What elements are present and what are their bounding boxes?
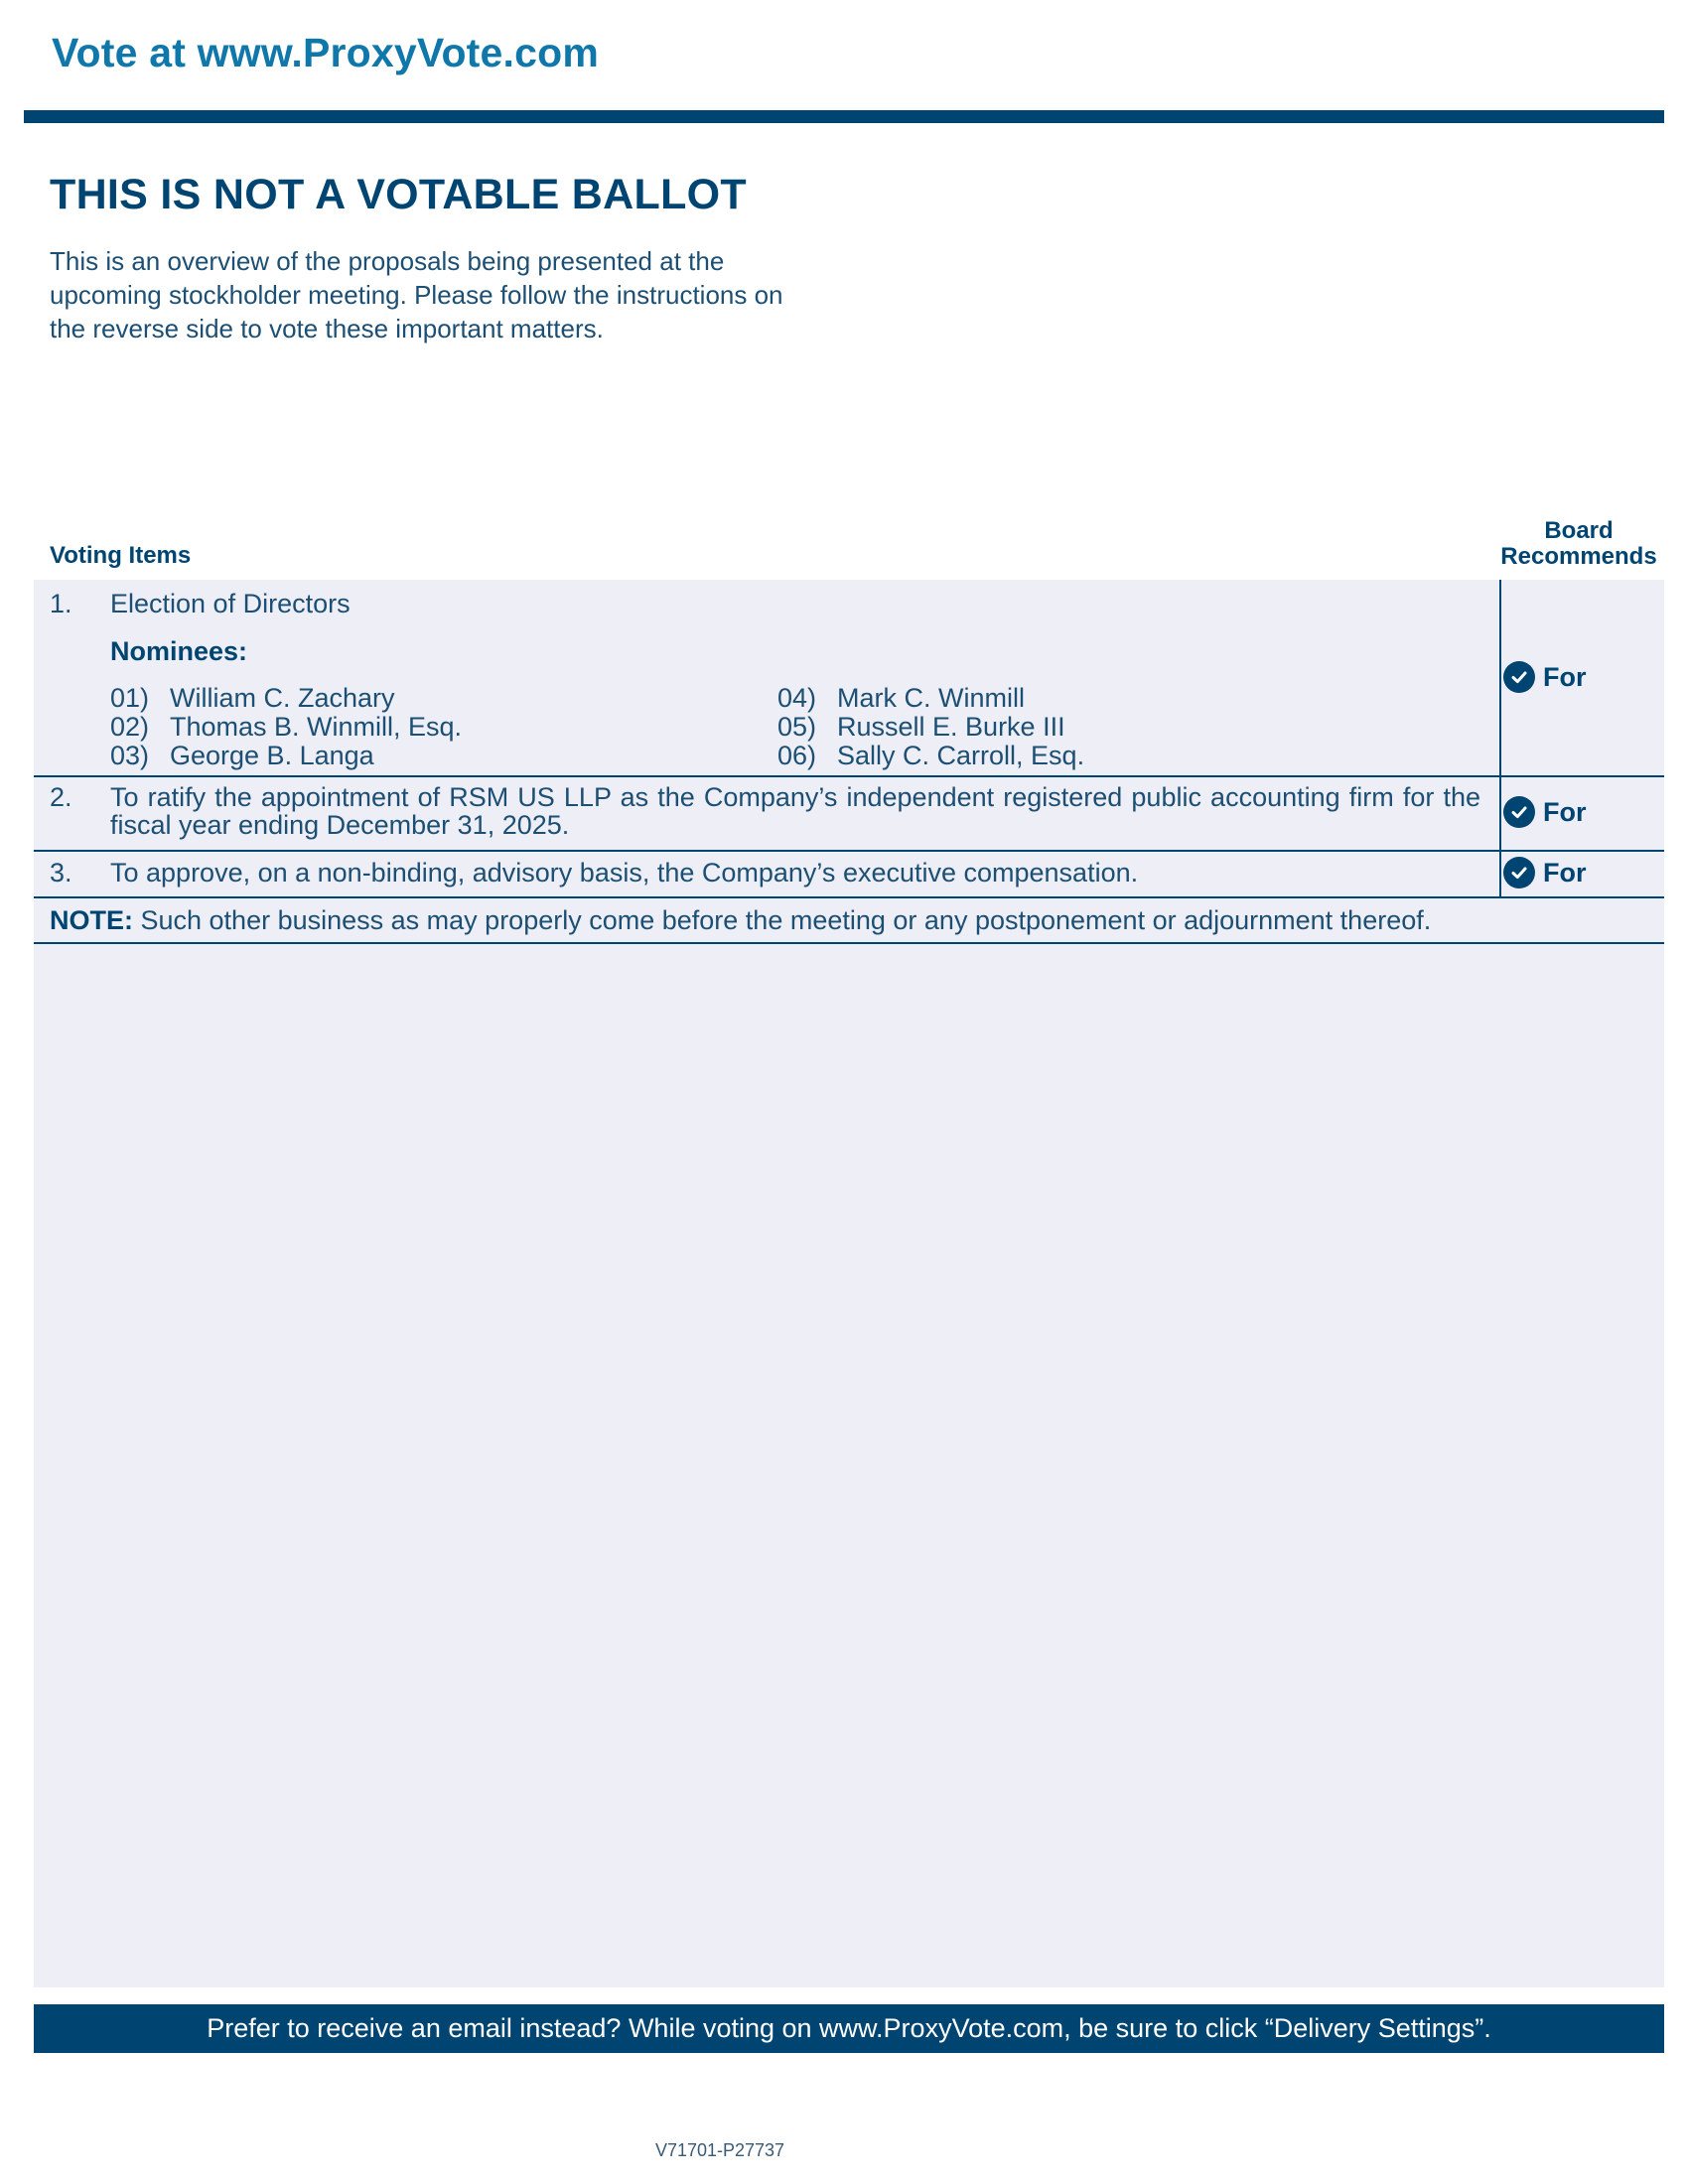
board-recommendation	[1503, 794, 1642, 830]
delivery-settings-banner	[34, 2004, 1664, 2053]
nominee-item	[110, 741, 374, 771]
check-circle-icon	[1503, 857, 1535, 888]
nominee-code: 01)	[110, 683, 150, 713]
nominee-code: 05)	[777, 712, 817, 742]
item-text: Election of Directors	[110, 589, 351, 618]
board-header-line-2: Recommends	[1500, 543, 1657, 570]
check-circle-icon	[1503, 796, 1535, 828]
nominee-item	[777, 683, 1025, 714]
nominee-name: Thomas B. Winmill, Esq.	[170, 712, 463, 742]
recommendation-label: For	[1543, 661, 1587, 692]
nominee-code: 04)	[777, 683, 817, 713]
row-divider	[34, 775, 1664, 777]
banner-text: Prefer to receive an email instead? While voting on www.ProxyVote.com, be sure to click “Delivery Settings”.	[207, 2013, 1491, 2043]
nominee-name: Sally C. Carroll, Esq.	[837, 741, 1085, 770]
item-number: 2.	[50, 782, 72, 812]
row-divider	[34, 896, 1664, 898]
check-circle-icon	[1503, 661, 1535, 693]
nominee-name: Mark C. Winmill	[837, 683, 1025, 713]
note-label: NOTE:	[50, 905, 133, 935]
nominees-label: Nominees:	[110, 636, 248, 666]
nominee-item	[110, 712, 462, 743]
intro-text	[50, 244, 844, 345]
header-rule	[24, 110, 1664, 123]
item-text: To approve, on a non-binding, advisory basis, the Company’s executive compensation.	[110, 858, 1139, 887]
document-code: V71701-P27737	[654, 2140, 785, 2160]
row-divider	[34, 942, 1664, 944]
board-recommendation	[1503, 855, 1642, 890]
item-number: 1.	[50, 589, 72, 618]
nominee-code: 06)	[777, 741, 817, 770]
board-recommendation	[1503, 659, 1642, 695]
item-text-line-1: To ratify the appointment of RSM US LLP as the Company’s independent registered public accounting firm for the	[110, 782, 1480, 812]
item-number: 3.	[50, 858, 72, 887]
header-title: Vote at www.ProxyVote.com	[52, 30, 600, 75]
intro-line-1: This is an overview of the proposals being presented at the	[50, 246, 725, 276]
nominee-code: 03)	[110, 741, 150, 770]
board-recommends-header	[1479, 518, 1678, 570]
voting-items-header: Voting Items	[50, 542, 192, 569]
nominee-item	[777, 741, 1084, 771]
intro-line-3: the reverse side to vote these important matters.	[50, 314, 604, 343]
note-text	[50, 905, 1431, 936]
row-divider	[34, 850, 1664, 852]
nominee-name: George B. Langa	[170, 741, 374, 770]
note-body: Such other business as may properly come before the meeting or any postponement or adjournment thereof.	[133, 905, 1432, 935]
recommendation-label: For	[1543, 796, 1587, 827]
intro-line-2: upcoming stockholder meeting. Please follow the instructions on	[50, 280, 783, 310]
nominee-name: William C. Zachary	[170, 683, 395, 713]
page-title: THIS IS NOT A VOTABLE BALLOT	[50, 171, 747, 218]
nominee-name: Russell E. Burke III	[837, 712, 1065, 742]
board-header-line-1: Board	[1544, 517, 1614, 544]
nominee-item	[777, 712, 1065, 743]
recommendation-label: For	[1543, 857, 1587, 887]
item-text-line-2: fiscal year ending December 31, 2025.	[110, 810, 570, 840]
nominee-item	[110, 683, 395, 714]
nominee-code: 02)	[110, 712, 150, 742]
